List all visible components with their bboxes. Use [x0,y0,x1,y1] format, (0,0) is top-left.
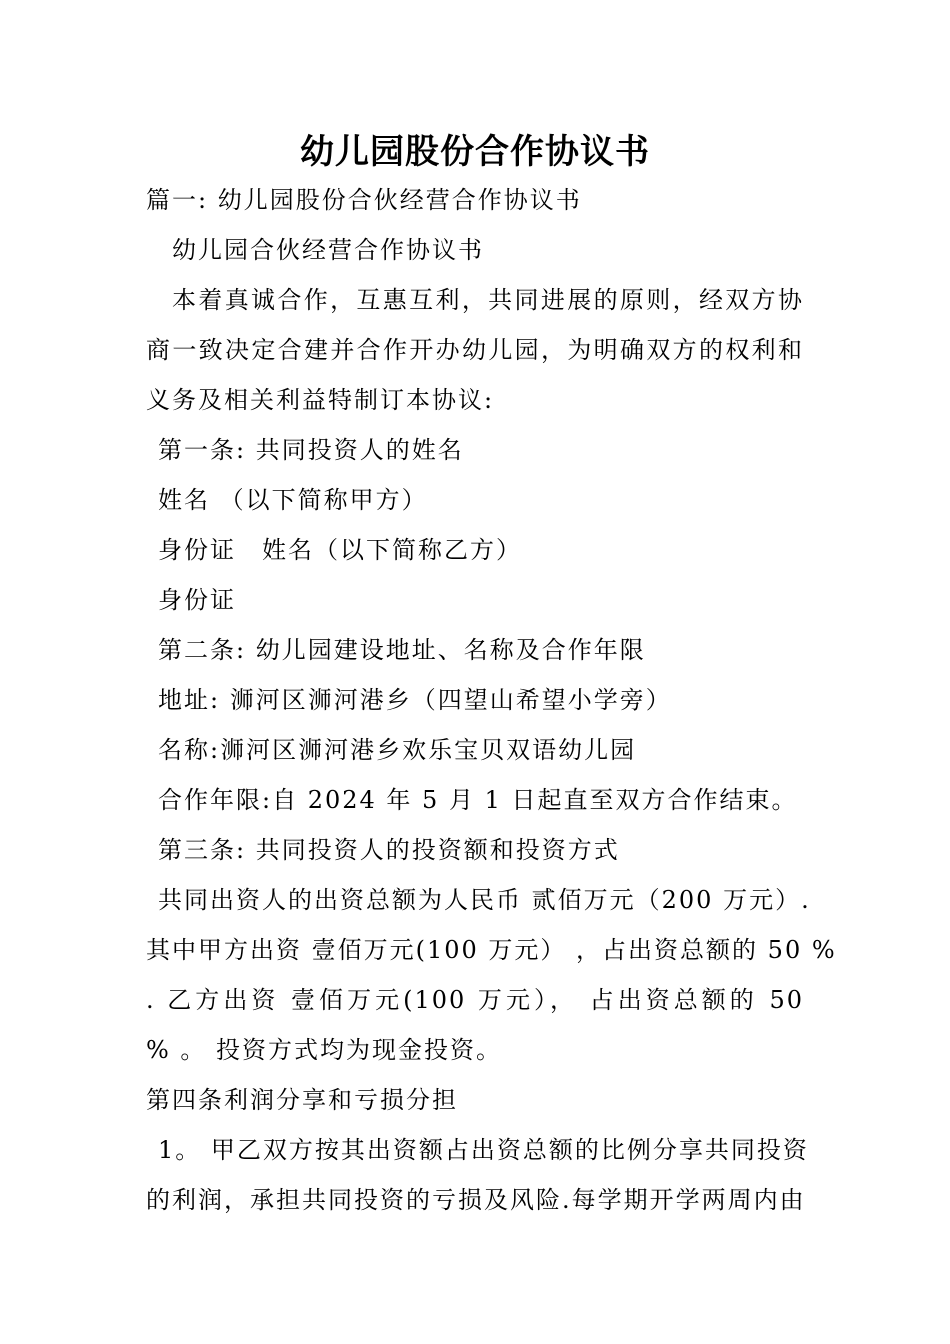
text-line-18: % 。 投资方式均为现金投资。 [146,1036,503,1064]
text-line-5: 义务及相关利益特制订本协议: [146,386,495,414]
text-line-13: 合作年限:自 2024 年 5 月 1 日起直至双方合作结束。 [158,786,798,814]
text-line-7: 姓名 （以下简称甲方） [158,486,428,514]
text-line-9: 身份证 [158,586,236,614]
text-line-20: 1。 甲乙双方按其出资额占出资总额的比例分享共同投资 [158,1136,809,1164]
text-line-12: 名称:浉河区浉河港乡欢乐宝贝双语幼儿园 [158,736,637,764]
text-line-8: 身份证 姓名（以下简称乙方） [158,536,522,564]
text-line-3: 本着真诚合作，互惠互利，共同进展的原则，经双方协 [172,286,804,314]
text-line-6: 第一条: 共同投资人的姓名 [158,436,464,464]
document-title: 幼儿园股份合作协议书 [300,132,650,172]
text-line-19: 第四条利润分享和亏损分担 [146,1086,458,1114]
text-line-17: . 乙方出资 壹佰万元(100 万元）， 占出资总额的 50 [146,986,804,1014]
text-line-15: 共同出资人的出资总额为人民币 贰佰万元（200 万元）. [158,886,811,914]
text-line-1: 篇一: 幼儿园股份合伙经营合作协议书 [146,186,582,214]
text-line-21: 的利润，承担共同投资的亏损及风险.每学期开学两周内由 [146,1186,806,1214]
text-line-11: 地址: 浉河区浉河港乡（四望山希望小学旁） [158,686,672,714]
text-line-14: 第三条: 共同投资人的投资额和投资方式 [158,836,620,864]
text-line-4: 商一致决定合建并合作开办幼儿园，为明确双方的权利和 [146,336,804,364]
text-line-10: 第二条: 幼儿园建设地址、名称及合作年限 [158,636,646,664]
text-line-16: 其中甲方出资 壹佰万元(100 万元） ，占出资总额的 50 % [146,936,837,964]
text-line-2: 幼儿园合伙经营合作协议书 [172,236,484,264]
